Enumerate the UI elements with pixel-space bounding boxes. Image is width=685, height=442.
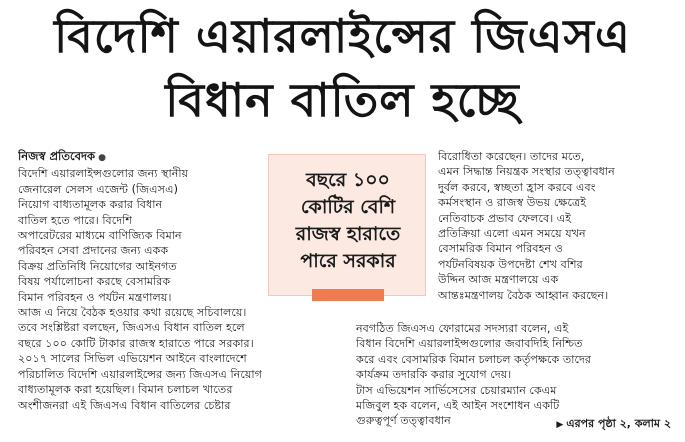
- body-line: বিধান বিদেশি এয়ারলাইন্সগুলোর জবাবদিহি নিশ্চিত: [356, 337, 583, 351]
- body-line: পরিচালিত বিদেশি এয়ারলাইন্সের জন্য জিএসএ নিয়োগ: [18, 367, 263, 381]
- body-line: বেসামরিক বিমান পরিবহন ও: [438, 242, 563, 256]
- pull-quote-line: রাজস্ব হারাতে: [295, 223, 401, 245]
- body-line: প্রতিক্রিয়া এলো এমন সময়ে যখন: [438, 227, 586, 241]
- body-line: বিষয় পর্যালোচনা করছে বেসামরিক: [18, 275, 171, 289]
- body-line: নবগঠিত জিএসএ ফোরামের সদস্যরা বলেন, এই: [356, 322, 569, 335]
- byline-text: নিজস্ব প্রতিবেদক: [18, 149, 96, 163]
- body-line: বিদেশি এয়ারলাইন্সগুলোর জন্য স্থানীয়: [18, 167, 189, 181]
- body-line: তবে সংশ্লিষ্টরা বলছেন, জিএসএ বিধান বাতিল হলে: [18, 321, 245, 335]
- continuation-note: [556, 415, 671, 434]
- body-line: অপারেটরের মাধ্যমে বাণিজ্যিক বিমান: [18, 229, 182, 243]
- body-line: বাধ্যতামূলক করা হয়েছিল। বিমান চলাচল খাতের: [18, 383, 233, 397]
- body-line: নেতিবাচক প্রভাব ফেলবে। এই: [438, 211, 572, 225]
- pull-quote-line: কোটির বেশি: [300, 196, 396, 218]
- article-column-right: [438, 149, 670, 303]
- body-line: গুরুত্বপূর্ণ তত্ত্বাবধান: [356, 414, 451, 428]
- body-line: উদ্দিন আজ মন্ত্রণালয়ে এক: [438, 273, 559, 287]
- body-line: বাতিল হতে পারে। বিদেশি: [18, 213, 132, 227]
- article-column-bottom: [356, 321, 672, 429]
- pull-quote-box: [268, 154, 426, 296]
- body-line: অংশীজনরা এই জিএসএ বিধান বাতিলের চেষ্টার: [18, 398, 231, 412]
- body-line: বিরোধিতা করেছেন। তাদের মতে,: [438, 150, 585, 163]
- body-line: এমন সিদ্ধান্ত নিয়ন্ত্রক সংস্থার তত্ত্বাবধান: [438, 165, 615, 179]
- pull-quote-text: [269, 167, 427, 275]
- body-line: কর্মসংস্থান ও রাজস্ব উভয় ক্ষেত্রেই: [438, 196, 587, 210]
- body-line: করে এবং বেসামরিক বিমান চলাচল কর্তৃপক্ষকে তাদের: [356, 352, 592, 366]
- body-line: ২০১৭ সালের সিভিল এভিয়েশন আইনে বাংলাদেশে: [18, 352, 247, 366]
- body-line: আন্তঃমন্ত্রণালয় বৈঠক আহ্বান করছেন।: [438, 288, 609, 302]
- continuation-text: এরপর পৃষ্ঠা ২, কলাম ২: [566, 417, 671, 430]
- pull-quote-line: পারে সরকার: [300, 250, 396, 272]
- body-line: বছরে ১০০ কোটি টাকার রাজস্ব হারাতে পারে সরকার।: [18, 336, 254, 350]
- headline-line-2: বিধান বাতিল হচ্ছে: [165, 73, 520, 127]
- body-line: নিয়োগ বাধ্যতামূলক করার বিধান: [18, 198, 163, 212]
- headline-line-1: বিদেশি এয়ারলাইন্সের জিএসএ: [54, 9, 631, 63]
- arrow-right-icon: ▶: [556, 420, 564, 430]
- body-line: পরিবহন সেবা প্রদানের জন্য একক: [18, 244, 169, 258]
- bullet-icon: ●: [98, 153, 106, 163]
- body-line: টাস এভিয়েশন সার্ভিসেসের চেয়ারম্যান কেএম: [356, 383, 557, 397]
- body-line: মজিবুল হক বলেন, এই আইন সংশোধন একটি: [356, 399, 560, 413]
- body-line: পর্যটনবিষয়ক উপদেষ্টা শেখ বশির: [438, 257, 583, 271]
- body-line: আজ এ নিয়ে বৈঠক হওয়ার কথা রয়েছে সচিবালয়ে।: [18, 306, 247, 320]
- pull-quote-accent-bar: [312, 289, 384, 301]
- body-line: বিমান পরিবহন ও পর্যটন মন্ত্রণালয়।: [18, 290, 172, 304]
- body-line: বিক্রয় প্রতিনিধি নিয়োগের আইনগত: [18, 259, 177, 273]
- pull-quote-line: বছরে ১০০: [306, 169, 390, 191]
- body-line: কার্যক্রম তদারকি করার সুযোগ দেয়।: [356, 368, 512, 382]
- body-line: জেনারেল সেলস এজেন্ট (জিএসএ): [18, 182, 178, 196]
- body-line: দুর্বল করবে, স্বচ্ছতা হ্রাস করবে এবং: [438, 180, 596, 194]
